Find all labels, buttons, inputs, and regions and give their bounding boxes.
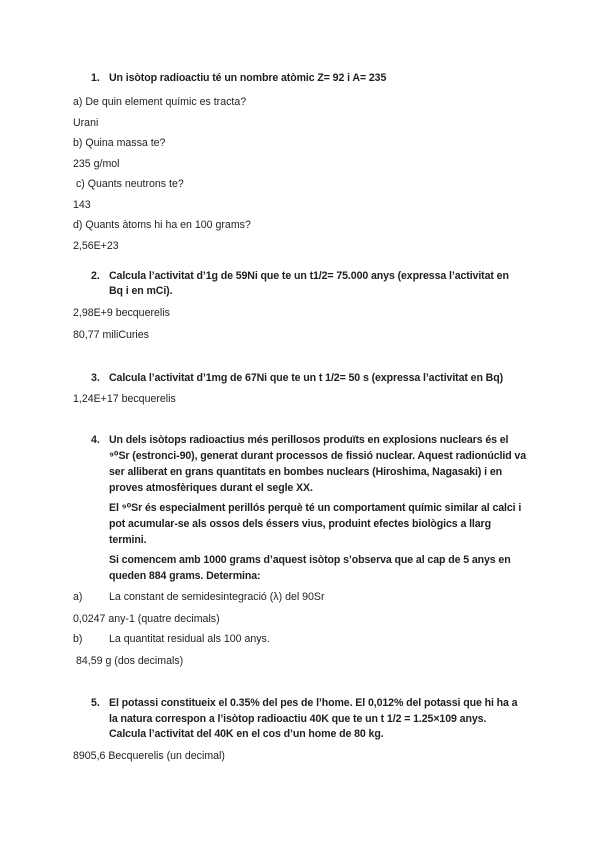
q5-answer: 8905,6 Becquerelis (un decimal) [73,750,225,762]
q3-answer: 1,24E+17 becquerelis [73,393,176,405]
q4-paragraph-2-line-3: termini. [109,534,147,546]
q2-number: 2. [91,270,100,282]
q4-paragraph-3-line-2: queden 884 grams. Determina: [109,570,261,582]
q5-number: 5. [91,697,100,709]
q4-paragraph-3-line-1: Si comencem amb 1000 grams d’aquest isòtop s’observa que al cap de 5 anys en [109,554,511,566]
q5-line-3: Calcula l’activitat del 40K en el cos d’un home de 80 kg. [109,728,384,740]
q2-answer-1: 2,98E+9 becquerelis [73,307,170,319]
q4-a-label: a) [73,591,83,603]
q4-a-answer: 0,0247 any-1 (quatre decimals) [73,613,220,625]
q3-number: 3. [91,372,100,384]
q4-paragraph-2-line-2: pot acumular-se als ossos dels éssers vius, produint efectes biològics a llarg [109,518,491,530]
q4-a-question: La constant de semidesintegració (λ) del 90Sr [109,591,325,603]
q4-b-answer: 84,59 g (dos decimals) [76,655,184,667]
q2-line-2: Bq i en mCi). [109,285,173,297]
q1-a-answer: Urani [73,117,99,129]
q4-paragraph-1-line-1: Un dels isòtops radioactius més perillosos produïts en explosions nuclears és el [109,434,509,446]
q4-paragraph-1-line-2: ⁹⁰Sr (estronci-90), generat durant processos de fissió nuclear. Aquest radionúclid va [109,450,526,462]
q4-b-label: b) [73,633,83,645]
q1-title: Un isòtop radioactiu té un nombre atòmic Z= 92 i A= 235 [109,72,387,84]
q1-b-answer: 235 g/mol [73,158,120,170]
q4-paragraph-1-line-3: ser alliberat en grans quantitats en bombes nuclears (Hiroshima, Nagasaki) i en [109,466,503,478]
q1-b-question: b) Quina massa te? [73,137,166,149]
q4-b-question: La quantitat residual als 100 anys. [109,633,270,645]
q5-line-2: la natura correspon a l’isòtop radioactiu 40K que te un t 1/2 = 1.25×109 anys. [109,713,487,725]
q2-line-1: Calcula l’activitat d’1g de 59Ni que te un t1/2= 75.000 anys (expressa l’activitat en [109,270,509,282]
q1-number: 1. [91,72,100,84]
q1-a-question: a) De quin element químic es tracta? [73,96,247,108]
q2-answer-2: 80,77 miliCuries [73,329,149,341]
q1-d-question: d) Quants àtoms hi ha en 100 grams? [73,219,251,231]
q1-c-question: c) Quants neutrons te? [76,178,184,190]
q4-paragraph-2-line-1: El ⁹⁰Sr és especialment perillós perquè té un comportament químic similar al calci i [109,502,522,514]
q1-d-answer: 2,56E+23 [73,240,119,252]
q3-line-1: Calcula l’activitat d’1mg de 67Ni que te un t 1/2= 50 s (expressa l’activitat en Bq) [109,372,504,384]
q4-number: 4. [91,434,100,446]
q4-paragraph-1-line-4: proves atmosfèriques durant el segle XX. [109,482,313,494]
q1-c-answer: 143 [73,199,91,211]
q5-line-1: El potassi constitueix el 0.35% del pes de l’home. El 0,012% del potassi que hi ha a [109,697,518,709]
